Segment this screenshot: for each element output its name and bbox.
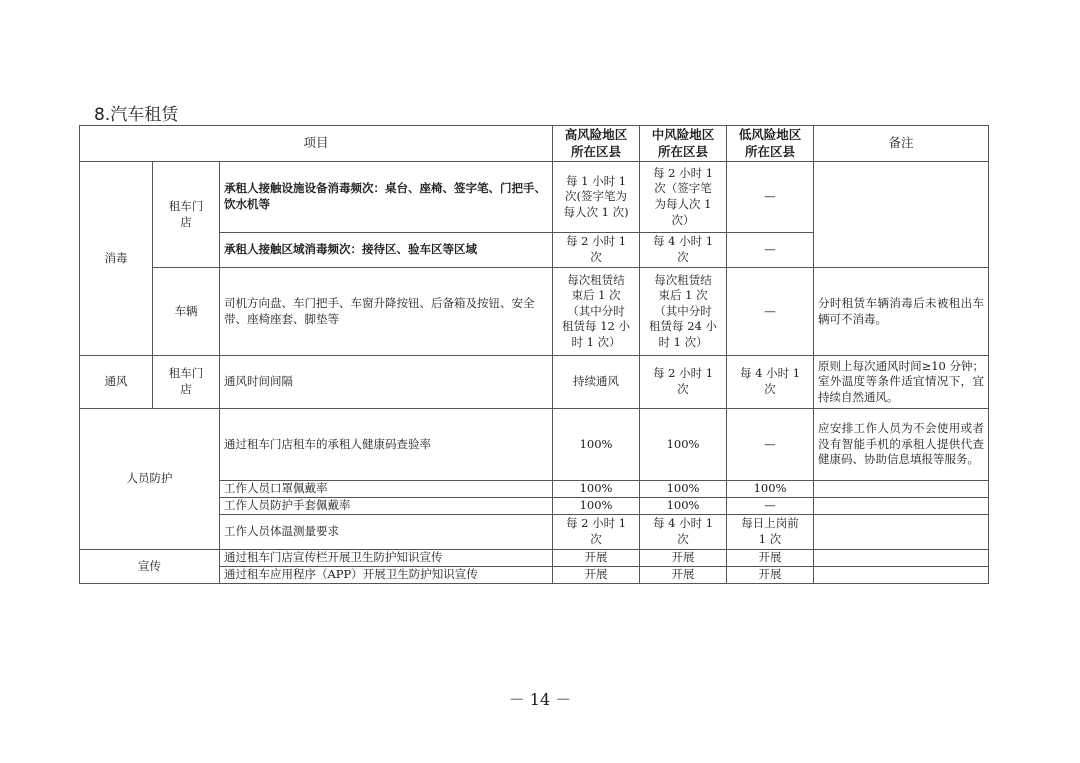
subgroup-store: 租车门 店 bbox=[153, 162, 220, 268]
note-cell: 分时租赁车辆消毒后未被租出车辆可不消毒。 bbox=[814, 268, 989, 356]
item-cell: 工作人员口罩佩戴率 bbox=[220, 481, 553, 498]
low-risk-cell: 100% bbox=[727, 481, 814, 498]
subgroup-store: 租车门 店 bbox=[153, 356, 220, 409]
item-cell: 工作人员体温测量要求 bbox=[220, 515, 553, 550]
mid-risk-cell: 每 4 小时 1 次 bbox=[640, 233, 727, 268]
header-item: 项目 bbox=[80, 126, 553, 162]
mid-risk-cell: 开展 bbox=[640, 567, 727, 584]
high-risk-cell: 开展 bbox=[553, 567, 640, 584]
note-cell bbox=[814, 550, 989, 567]
low-risk-cell: 每日上岗前 1 次 bbox=[727, 515, 814, 550]
high-risk-cell: 每次租赁结 束后 1 次 （其中分时 租赁每 12 小 时 1 次） bbox=[553, 268, 640, 356]
low-risk-cell: — bbox=[727, 409, 814, 481]
table-row bbox=[80, 409, 989, 481]
low-risk-cell: 每 4 小时 1 次 bbox=[727, 356, 814, 409]
high-risk-cell: 100% bbox=[553, 409, 640, 481]
rental-measures-table bbox=[79, 125, 989, 584]
mid-risk-cell: 100% bbox=[640, 498, 727, 515]
table-row bbox=[80, 268, 989, 356]
note-cell bbox=[814, 162, 989, 268]
low-risk-cell: — bbox=[727, 498, 814, 515]
header-note: 备注 bbox=[814, 126, 989, 162]
item-cell: 承租人接触设施设备消毒频次：桌台、座椅、签字笔、门把手、饮水机等 bbox=[220, 162, 553, 233]
item-cell: 司机方向盘、车门把手、车窗升降按钮、后备箱及按钮、安全带、座椅座套、脚垫等 bbox=[220, 268, 553, 356]
high-risk-cell: 每 2 小时 1 次 bbox=[553, 233, 640, 268]
table-header-row bbox=[80, 126, 989, 162]
mid-risk-cell: 每 4 小时 1 次 bbox=[640, 515, 727, 550]
mid-risk-cell: 100% bbox=[640, 409, 727, 481]
mid-risk-cell: 每 2 小时 1 次 bbox=[640, 356, 727, 409]
subgroup-vehicle: 车辆 bbox=[153, 268, 220, 356]
header-low-risk: 低风险地区 所在区县 bbox=[727, 126, 814, 162]
mid-risk-cell: 每次租赁结 束后 1 次 （其中分时 租赁每 24 小 时 1 次） bbox=[640, 268, 727, 356]
mid-risk-cell: 开展 bbox=[640, 550, 727, 567]
mid-risk-cell: 100% bbox=[640, 481, 727, 498]
high-risk-cell: 100% bbox=[553, 498, 640, 515]
table-row bbox=[80, 550, 989, 567]
note-cell bbox=[814, 498, 989, 515]
table-row bbox=[80, 356, 989, 409]
note-cell: 应安排工作人员为不会使用或者没有智能手机的承租人提供代查健康码、协助信息填报等服务。 bbox=[814, 409, 989, 481]
low-risk-cell: 开展 bbox=[727, 567, 814, 584]
item-cell: 通过租车应用程序（APP）开展卫生防护知识宣传 bbox=[220, 567, 553, 584]
low-risk-cell: — bbox=[727, 162, 814, 233]
high-risk-cell: 每 1 小时 1 次(签字笔为 每人次 1 次) bbox=[553, 162, 640, 233]
item-cell: 工作人员防护手套佩戴率 bbox=[220, 498, 553, 515]
item-cell: 通过租车门店宣传栏开展卫生防护知识宣传 bbox=[220, 550, 553, 567]
high-risk-cell: 持续通风 bbox=[553, 356, 640, 409]
note-cell bbox=[814, 567, 989, 584]
section-title: 8.汽车租赁 bbox=[94, 105, 179, 125]
header-high-risk: 高风险地区 所在区县 bbox=[553, 126, 640, 162]
header-mid-risk: 中风险地区 所在区县 bbox=[640, 126, 727, 162]
note-cell bbox=[814, 481, 989, 498]
group-disinfect: 消毒 bbox=[80, 162, 153, 356]
note-cell: 原则上每次通风时间≥10 分钟；室外温度等条件适宜情况下，宜持续自然通风。 bbox=[814, 356, 989, 409]
item-cell: 承租人接触区域消毒频次：接待区、验车区等区域 bbox=[220, 233, 553, 268]
group-ventilation: 通风 bbox=[80, 356, 153, 409]
item-cell: 通风时间间隔 bbox=[220, 356, 553, 409]
group-publicity: 宣传 bbox=[80, 550, 220, 584]
table-row bbox=[80, 162, 989, 233]
page-number: － 14 － bbox=[508, 690, 572, 709]
note-cell bbox=[814, 515, 989, 550]
high-risk-cell: 开展 bbox=[553, 550, 640, 567]
low-risk-cell: — bbox=[727, 268, 814, 356]
item-cell: 通过租车门店租车的承租人健康码查验率 bbox=[220, 409, 553, 481]
mid-risk-cell: 每 2 小时 1 次（签字笔 为每人次 1 次） bbox=[640, 162, 727, 233]
low-risk-cell: 开展 bbox=[727, 550, 814, 567]
high-risk-cell: 100% bbox=[553, 481, 640, 498]
group-personnel: 人员防护 bbox=[80, 409, 220, 550]
high-risk-cell: 每 2 小时 1 次 bbox=[553, 515, 640, 550]
low-risk-cell: — bbox=[727, 233, 814, 268]
